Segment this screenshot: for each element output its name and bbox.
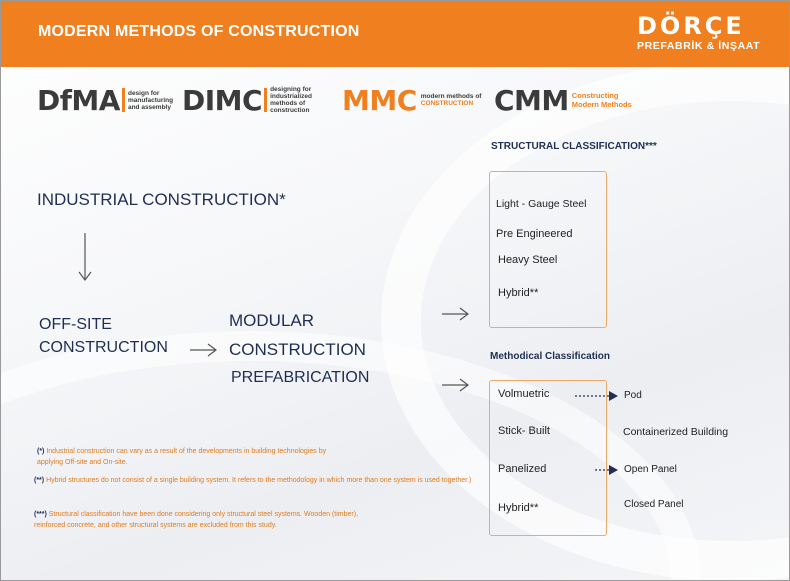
methodical-item: Volmuetric (498, 388, 550, 400)
logo-divider (122, 88, 125, 112)
footnote-1: (*) Industrial construction can vary as a result of the developments in building technologies by applying Off-site and On-site. (37, 448, 327, 466)
logo-mmc (342, 85, 491, 115)
footnote-3: (***) Structural classification have been done considering only structural steel systems. Wooden (timber), reinforced concrete, and other structural systems are excluded from this study. (34, 511, 358, 529)
logo-dfma-sub: design for manufacturing and assembly (127, 89, 174, 111)
structural-classification-box (489, 171, 607, 328)
right-arrow-icon (190, 343, 218, 357)
dotted-arrow-icon (595, 463, 619, 477)
structural-classification-title: STRUCTURAL CLASSIFICATION*** (491, 141, 657, 152)
right-arrow-icon (442, 378, 470, 392)
logo-divider (264, 88, 267, 112)
methodical-classification-title: Methodical Classification (490, 351, 611, 362)
structural-item: Pre Engineered (496, 228, 573, 240)
modular-construction-label: MODULAR CONSTRUCTION (229, 311, 366, 359)
brand-logo (637, 13, 777, 59)
logo-cmm-sub: Constructing Modern Methods (571, 91, 632, 109)
industrial-construction-label: INDUSTRIAL CONSTRUCTION* (37, 190, 286, 209)
methodical-item: Panelized (498, 463, 547, 475)
structural-item: Light - Gauge Steel (496, 198, 587, 210)
brand-name: DÖRÇE (637, 12, 745, 40)
brand-subtitle: PREFABRİK & İNŞAAT (637, 40, 761, 52)
logo-dfma (37, 85, 188, 115)
prefabrication-label: PREFABRICATION (231, 369, 370, 386)
right-arrow-icon (442, 307, 470, 321)
logo-dimc-sub: designing for industrialized methods of construction (270, 86, 312, 114)
offsite-construction-label: OFF-SITE CONSTRUCTION (39, 316, 168, 356)
methodical-outcome: Pod (624, 390, 642, 401)
methodical-outcome: Closed Panel (624, 499, 684, 510)
methodical-item: Stick- Built (498, 425, 550, 437)
logo-cmm (494, 85, 642, 115)
logo-dfma-main: DfMA (37, 83, 120, 117)
footnote-2: (**) Hybrid structures do not consist of a single building system. It refers to the methodology in which more than one system is used together.) (34, 477, 472, 484)
header-bar (1, 1, 790, 67)
logo-mmc-sub: modern methods of CONSTRUCTION (420, 93, 482, 107)
page-title: MODERN METHODS OF CONSTRUCTION (38, 23, 360, 40)
logo-cmm-main: CMM (494, 83, 569, 117)
logo-mmc-main: MMC (342, 83, 417, 117)
down-arrow-icon (75, 233, 95, 283)
structural-item: Hybrid** (498, 287, 539, 299)
methodical-outcome: Open Panel (624, 464, 677, 475)
logo-dimc-main: DIMC (182, 83, 263, 117)
methodical-item: Hybrid** (498, 502, 539, 514)
logo-dimc (182, 85, 345, 115)
structural-item: Heavy Steel (498, 254, 558, 266)
methodical-outcome: Containerized Building (623, 426, 729, 438)
dotted-arrow-icon (575, 389, 619, 403)
